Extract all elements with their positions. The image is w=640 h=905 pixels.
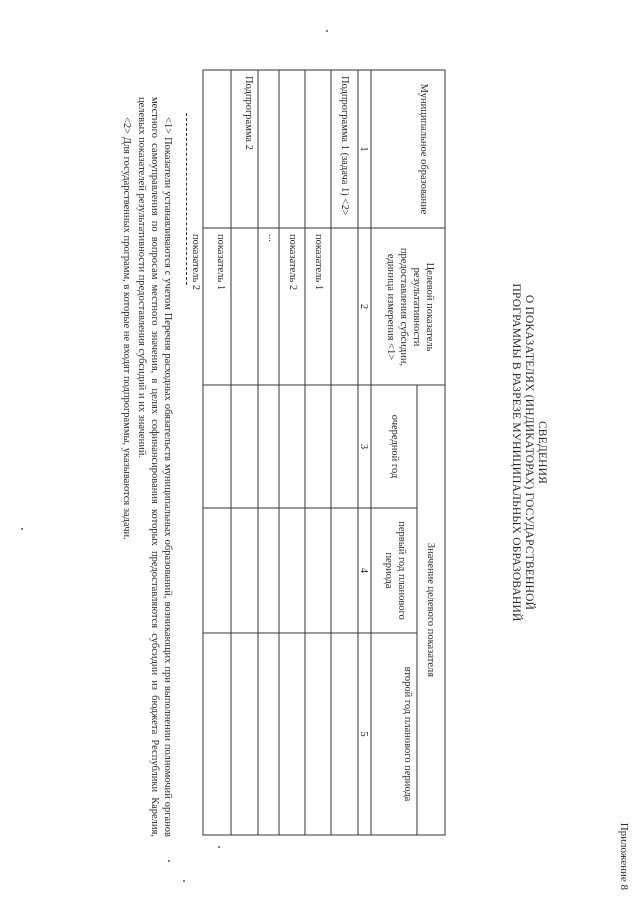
- footnote-separator: [186, 113, 187, 285]
- header-first-plan-year: первый год планового периода: [383, 521, 407, 620]
- document-title-line-1: СВЕДЕНИЯ: [536, 420, 548, 485]
- scan-speck: [218, 846, 220, 848]
- column-number-3: 3: [358, 443, 369, 450]
- table-row-subprogram-2: Подпрограмма 2: [243, 76, 254, 150]
- column-number-4: 4: [358, 567, 369, 574]
- header-target-value: Значение целевого показателя: [425, 542, 436, 678]
- column-number-1: 1: [358, 146, 369, 152]
- table-row-indicator: показатель 1: [215, 234, 226, 291]
- header-municipality: Муниципальное образование: [418, 83, 429, 215]
- scan-speck: [183, 880, 185, 882]
- footnote-1: <1> Показатели устанавливаются с учетом Перечня расходных обязательств муниципальных образований, возникающих при выполнении полномочий органов местного самоуправления по вопросам местного значения, в целях софинансирования которых предоставляются субсидии из бюджета Республики Карелия, целевых показателей результативности предоставления субсидий и их значений.: [136, 97, 173, 837]
- column-number-5: 5: [358, 731, 369, 737]
- table-row-indicator: показатель 2: [190, 234, 201, 291]
- table-row-indicator: показатель 1: [313, 234, 324, 291]
- table-row-indicator: показатель 2: [287, 234, 298, 291]
- scan-speck: [21, 528, 23, 530]
- scan-speck: [326, 30, 328, 32]
- document-title-line-3: ПРОГРАММЫ В РАЗРЕЗЕ МУНИЦИПАЛЬНЫХ ОБРАЗОВАНИЙ: [510, 283, 522, 622]
- header-indicator: Целевой показатель результативности предоставления субсидии, единица измерения <1>: [385, 247, 435, 367]
- appendix-label: Приложение 8: [618, 822, 630, 890]
- table-row-subprogram-1: Подпрограмма 1 (задача 1) <2>: [339, 76, 350, 216]
- table-row-ellipsis: ...: [266, 234, 277, 242]
- footnote-2: <2> Для государственных программ, в которые не входят подпрограммы, указываются задачи.: [121, 117, 132, 540]
- document-title-line-2: О ПОКАЗАТЕЛЯХ (ИНДИКАТОРАХ) ГОСУДАРСТВЕННОЙ: [523, 294, 535, 611]
- header-second-plan-year: второй год планового периода: [402, 666, 413, 802]
- header-current-year: очередной год: [389, 414, 400, 479]
- column-number-2: 2: [358, 303, 369, 310]
- scan-speck: [168, 860, 170, 862]
